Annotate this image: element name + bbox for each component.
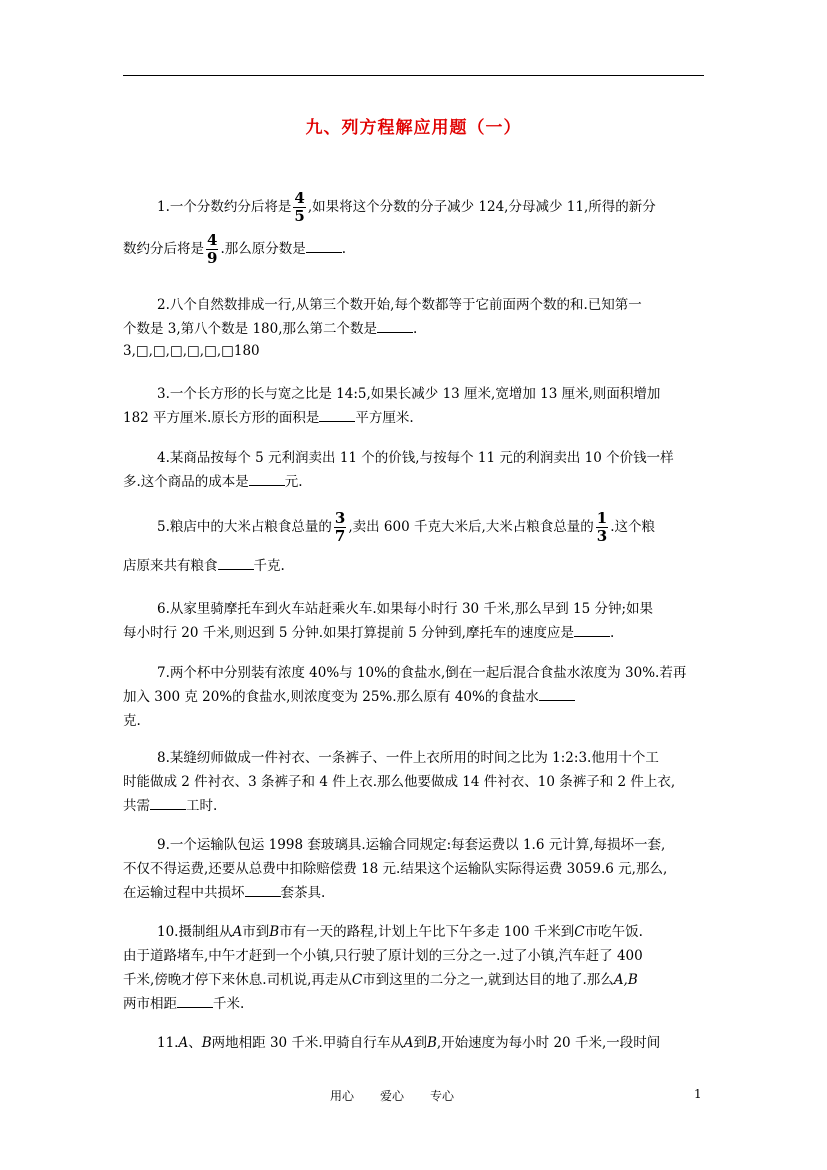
question-2-line-3: 3,□,□,□,□,□,□180 bbox=[123, 343, 260, 359]
question-9-line-2: 不仅不得运费,还要从总费中扣除赔偿费 18 元.结果这个运输队实际得运费 3059.6 元,那么, bbox=[123, 861, 668, 877]
fraction-1-3: $\frac{1}{3}$ bbox=[596, 509, 608, 545]
footer-item: 用心 bbox=[330, 1089, 355, 1103]
question-7-line-3: 克. bbox=[123, 713, 141, 729]
answer-blank bbox=[574, 624, 610, 637]
fraction-4-5: $\frac{4}{5}$ bbox=[294, 189, 305, 225]
question-8-line-3: 共需 工时. bbox=[123, 798, 218, 814]
question-10-line-3: 千米,傍晚才停下来休息.司机说,再走从C市到这里的二分之一,就到达目的地了.那么A,B bbox=[123, 972, 638, 988]
page-title: 九、列方程解应用题（一） bbox=[305, 118, 522, 138]
answer-blank bbox=[245, 884, 281, 897]
answer-blank bbox=[319, 409, 355, 422]
answer-blank bbox=[306, 240, 342, 253]
answer-blank bbox=[377, 320, 413, 333]
question-1-line-2: 数约分后将是 $\frac{4}{9}$ .那么原分数是 . bbox=[123, 231, 347, 267]
question-2-line-2: 个数是 3,第八个数是 180,那么第二个数是 . bbox=[123, 321, 418, 337]
question-8-line-2: 时能做成 2 件衬衣、3 条裤子和 4 件上衣.那么他要做成 14 件衬衣、10 条裤子和 2 件上衣, bbox=[123, 774, 676, 790]
question-6-line-2: 每小时行 20 千米,则迟到 5 分钟.如果打算提前 5 分钟到,摩托车的速度应是 . bbox=[123, 625, 615, 641]
answer-blank bbox=[218, 557, 254, 570]
question-9-line-1: 9.一个运输队包运 1998 套玻璃具.运输合同规定:每套运费以 1.6 元计算,每损坏一套, bbox=[157, 837, 666, 853]
page-number: 1 bbox=[694, 1087, 702, 1101]
question-5-line-1: 5.粮店中的大米占粮食总量的 $\frac{3}{7}$ ,卖出 600 千克大米后,大米占粮食总量的 $\frac{1}{3}$ .这个粮 bbox=[157, 509, 655, 545]
question-4-line-2: 多.这个商品的成本是 元. bbox=[123, 474, 303, 490]
question-3-line-1: 3.一个长方形的长与宽之比是 14:5,如果长减少 13 厘米,宽增加 13 厘米,则面积增加 bbox=[157, 386, 661, 402]
question-3-line-2: 182 平方厘米.原长方形的面积是 平方厘米. bbox=[123, 410, 414, 426]
question-2-line-1: 2.八个自然数排成一行,从第三个数开始,每个数都等于它前面两个数的和.已知第一 bbox=[157, 297, 642, 313]
fraction-3-7: $\frac{3}{7}$ bbox=[334, 509, 346, 545]
question-6-line-1: 6.从家里骑摩托车到火车站赶乘火车.如果每小时行 30 千米,那么早到 15 分钟;如果 bbox=[157, 601, 654, 617]
question-9-line-3: 在运输过程中共损坏 套茶具. bbox=[123, 885, 326, 901]
question-7-line-1: 7.两个杯中分别装有浓度 40%与 10%的食盐水,倒在一起后混合食盐水浓度为 30%.若再 bbox=[157, 665, 687, 681]
answer-blank bbox=[150, 797, 186, 810]
answer-blank bbox=[539, 688, 575, 701]
footer-motto bbox=[330, 1087, 480, 1104]
question-5-line-2: 店原来共有粮食 千克. bbox=[123, 558, 285, 574]
answer-blank bbox=[249, 473, 285, 486]
question-7-line-2: 加入 300 克 20%的食盐水,则浓度变为 25%.那么原有 40%的食盐水 bbox=[123, 685, 575, 709]
answer-blank bbox=[177, 995, 213, 1008]
question-10-line-4: 两市相距 千米. bbox=[123, 996, 245, 1012]
question-1-line-1: 1.一个分数约分后将是 $\frac{4}{5}$ ,如果将这个分数的分子减少 124,分母减少 11,所得的新分 bbox=[157, 189, 656, 225]
question-4-line-1: 4.某商品按每个 5 元利润卖出 11 个的价钱,与按每个 11 元的利润卖出 10 个价钱一样 bbox=[157, 450, 674, 466]
fraction-4-9: $\frac{4}{9}$ bbox=[207, 231, 218, 267]
question-11-line-1: 11.A、B两地相距 30 千米.甲骑自行车从A到B,开始速度为每小时 20 千米,一段时间 bbox=[157, 1035, 661, 1051]
question-10-line-2: 由于道路堵车,中午才赶到一个小镇,只行驶了原计划的三分之一.过了小镇,汽车赶了 400 bbox=[123, 948, 643, 964]
question-10-line-1: 10.摄制组从A市到B市有一天的路程,计划上午比下午多走 100 千米到C市吃午饭. bbox=[157, 924, 643, 940]
footer-item: 爱心 bbox=[380, 1089, 405, 1103]
question-8-line-1: 8.某缝纫师做成一件衬衣、一条裤子、一件上衣所用的时间之比为 1:2:3.他用十个工 bbox=[157, 750, 659, 766]
footer-item: 专心 bbox=[430, 1089, 455, 1103]
header-rule bbox=[123, 75, 704, 76]
